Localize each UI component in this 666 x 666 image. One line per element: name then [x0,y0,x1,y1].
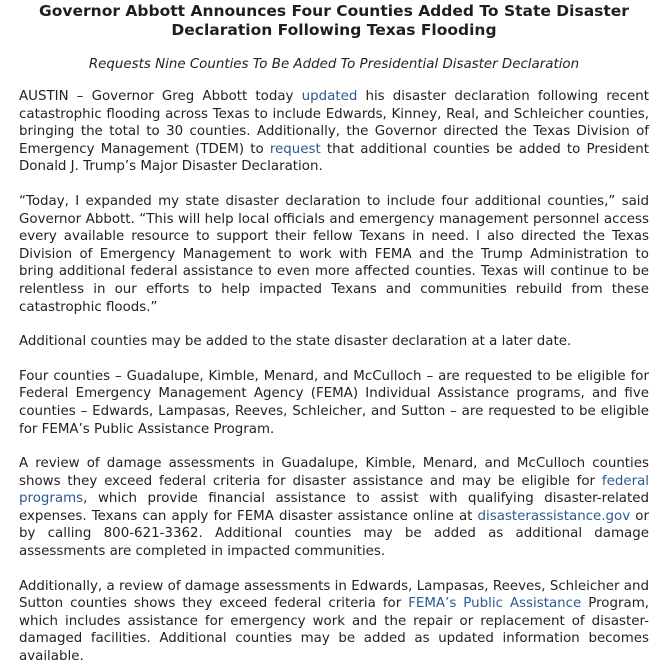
review-text-3: or by calling 800-621-3362. Additional counties may be added as additional damage assessments are completed in impacted communities. [19,508,649,560]
paragraph-quote: “Today, I expanded my state disaster declaration to include four additional counties,” said Governor Abbott. “This will help local officials and emergency management personnel access every available resource to support their fellow Texans in need. I also directed the Texas Division of Emergency Management to work with FEMA and the Trump Administration to bring additional federal assistance to even more affected counties. Texas will continue to be relentless in our efforts to help impacted Texans and communities rebuild from these catastrophic floods.” [19,193,649,315]
public-text-1: Additionally, a review of damage assessments in Edwards, Lampasas, Reeves, Schleicher and Sutton counties shows they exceed federal criteria for [19,578,649,612]
review-text-1: A review of damage assessments in Guadalupe, Kimble, Menard, and McCulloch counties shows they exceed federal criteria for disaster assistance and may be eligible for [19,456,649,489]
public-text-2: Program, which includes assistance for emergency work and the repair or replacement of disaster-damaged facilities. Additional counties may be added as updated information becomes available. [19,596,649,665]
intro-text-1: AUSTIN – Governor Greg Abbott today [19,89,302,104]
paragraph-fema-request: Four counties – Guadalupe, Kimble, Menard, and McCulloch – are requested to be eligible for Federal Emergency Management Agency (FEMA) Individual Assistance programs, and five counties – Edwards, Lampasas, Reeves, Schleicher, and Sutton – are requested to be eligible for FEMA’s Public Assistance Program. [19,368,649,437]
review-text-2: , which provide financial assistance to assist with qualifying disaster-related expenses. Texans can apply for FEMA disaster assistance online at [19,491,649,524]
fema-public-assistance-link[interactable]: FEMA’s Public Assistance [408,596,582,612]
intro-text-2: his disaster declaration following recent catastrophic flooding across Texas to include Edwards, Kinney, Real, and Schleicher counties, bringing the total to 30 counties. Additionally, the Governor directed the Texas Division of Emergency Management (TDEM) to [19,89,650,157]
paragraph-additional-counties: Additional counties may be added to the state disaster declaration at a later date. [19,334,572,350]
updated-link[interactable]: updated [301,89,358,104]
paragraph-intro [19,88,649,176]
disasterassistance-link[interactable]: disasterassistance.gov [477,508,631,524]
headline [19,0,649,40]
paragraph-damage-review [19,455,649,561]
subtitle: Requests Nine Counties To Be Added To Presidential Disaster Declaration [88,57,580,72]
request-link[interactable]: request [269,141,321,157]
headline-line-1: Governor Abbott Announces Four Counties Added To State Disaster [39,2,629,20]
paragraph-public-assistance [19,578,649,666]
headline-line-2: Declaration Following Texas Flooding [171,21,497,39]
federal-programs-link[interactable]: federal programs [19,473,649,507]
intro-text-3: that additional counties be added to President Donald J. Trump’s Major Disaster Declaration. [19,141,649,175]
